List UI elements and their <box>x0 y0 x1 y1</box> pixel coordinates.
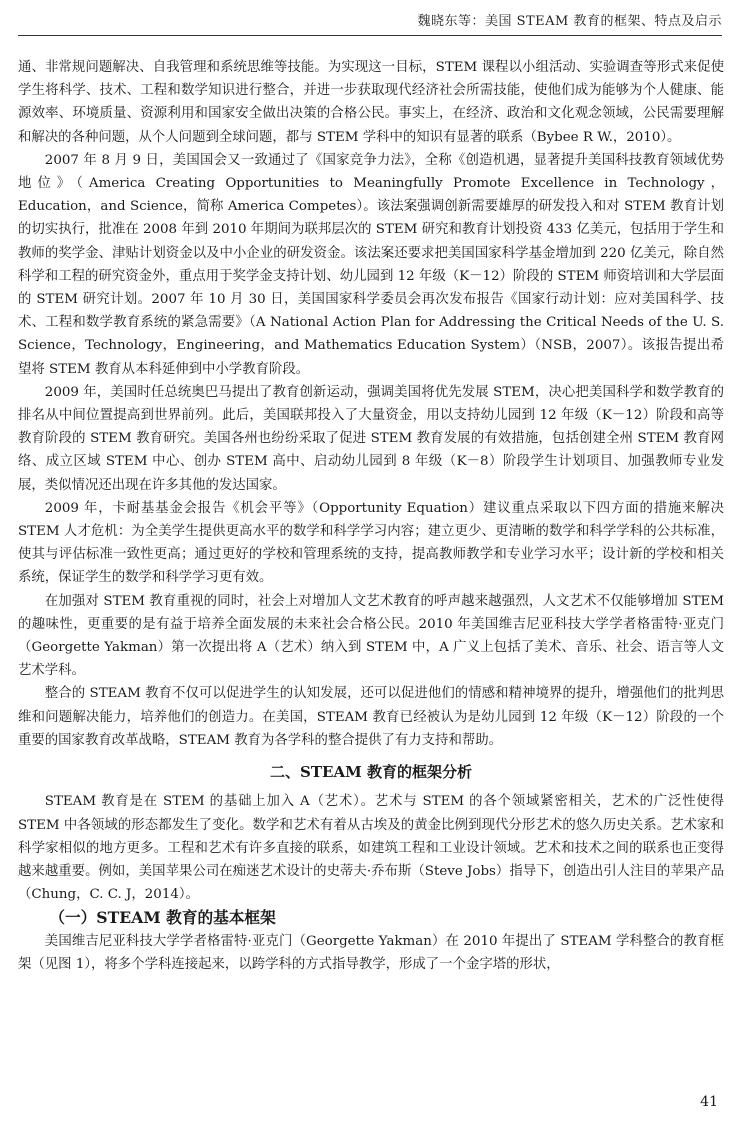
article-body <box>18 56 724 976</box>
page-number: 41 <box>700 1094 718 1110</box>
section-heading: 二、STEAM 教育的框架分析 <box>270 763 472 782</box>
paragraph: 在加强对 STEM 教育重视的同时，社会上对增加人文艺术教育的呼声越来越强烈，人文艺术不仅能够增加 STEM 的趣味性，更重要的是有益于培养全面发展的未来社会合格公民。2010 年美国维吉尼亚科技大学学者格雷特·亚克门（Georgette Yakman）第一次提出将 A（艺术）纳入到 STEM 中，A 广义上包括了美术、音乐、社会、语言等人文艺术学科。 <box>18 593 724 679</box>
subsection-heading: （一）STEAM 教育的基本框架 <box>49 908 276 928</box>
paragraph: 整合的 STEAM 教育不仅可以促进学生的认知发展，还可以促进他们的情感和精神境界的提升，增强他们的批判思维和问题解决能力，培养他们的创造力。在美国，STEAM 教育已经被认为是幼儿园到 12 年级（K－12）阶段的一个重要的国家教育改革战略，STEAM 教育为各学科的整合提供了有力支持和帮助。 <box>18 686 724 748</box>
header-divider <box>18 35 722 36</box>
paragraph: STEAM 教育是在 STEM 的基础上加入 A（艺术）。艺术与 STEM 的各个领域紧密相关，艺术的广泛性使得 STEM 中各领域的形态都发生了变化。数学和艺术有着从古埃及的黄金比例到现代分形艺术的悠久历史关系。艺术家和科学家相似的地方更多。工程和艺术有许多直接的联系，如建筑工程和工业设计领域。艺术和技术之间的联系也正变得越来越重要。例如，美国苹果公司在痴迷艺术设计的史蒂夫·乔布斯（Steve Jobs）指导下，创造出引人注目的苹果产品（Chung，C. C. J，2014）。 <box>18 794 724 903</box>
paragraph: 美国维吉尼亚科技大学学者格雷特·亚克门（Georgette Yakman）在 2010 年提出了 STEAM 学科整合的教育框架（见图 1），将多个学科连接起来，以跨学科的方式指导教学，形成了一个金字塔的形状， <box>18 933 724 972</box>
running-header: 魏晓东等：美国 STEAM 教育的框架、特点及启示 <box>417 14 722 29</box>
paragraph: 2007 年 8 月 9 日，美国国会又一致通过了《国家竞争力法》，全称《创造机遇，显著提升美国科技教育领域优势地位》（America Creating Opportunities to Meaningfully Promote Excellence in Technology，Education，and Science，简称 America Competes）。该法案强调创新需要雄厚的研发投入和对 STEM 教育计划的切实执行，批准在 2008 年到 2010 年期间为联邦层次的 STEM 研究和教育计划投资 433 亿美元，包括用于学生和教师的奖学金、津贴计划资金以及中小企业的研发资金。该法案还要求把美国国家科学基金增加到 220 亿美元，除自然科学和工程的研究资金外，重点用于奖学金支持计划、幼儿园到 12 年级（K－12）阶段的 STEM 师资培训和大学层面的 STEM 研究计划。2007 年 10 月 30 日，美国国家科学委员会再次发布报告《国家行动计划：应对美国科学、技术、工程和数学教育系统的紧急需要》（A National Action Plan for Addressing the Critical Needs of the U. S. Science，Technology，Engineering，and Mathematics Education System）（NSB，2007）。该报告提出希望将 STEM 教育从本科延伸到中小学教育阶段。 <box>18 152 724 377</box>
paragraph: 通、非常规问题解决、自我管理和系统思维等技能。为实现这一目标，STEM 课程以小组活动、实验调查等形式来促使学生将科学、技术、工程和数学知识进行整合，并进一步获取现代经济社会所需技能，使他们成为能够为个人健康、能源效率、环境质量、资源利用和国家安全做出决策的合格公民。事实上，在经济、政治和文化观念领域，公民需要理解和解决的各种问题，从个人问题到全球问题，都与 STEM 学科中的知识有显著的联系（Bybee R W.，2010）。 <box>18 60 724 145</box>
paragraph: 2009 年，美国时任总统奥巴马提出了教育创新运动，强调美国将优先发展 STEM，决心把美国科学和数学教育的排名从中间位置提高到世界前列。此后，美国联邦投入了大量资金，用以支持幼儿园到 12 年级（K－12）阶段和高等教育阶段的 STEM 教育研究。美国各州也纷纷采取了促进 STEM 教育发展的有效措施，包括创建全州 STEM 教育网络、成立区域 STEM 中心、创办 STEM 高中、启动幼儿园到 8 年级（K－8）阶段学生计划项目、加强教师专业发展，类似情况还出现在许多其他的发达国家。 <box>18 384 724 493</box>
paragraph: 2009 年，卡耐基基金会报告《机会平等》（Opportunity Equation）建议重点采取以下四方面的措施来解决 STEM 人才危机：为全美学生提供更高水平的数学和科学学习内容；建立更少、更清晰的数学和科学学科的公共标准，使其与评估标准一致性更高；通过更好的学校和管理系统的支持，提高教师教学和专业学习水平；设计新的学校和相关系统，保证学生的数学和科学学习更有效。 <box>18 500 724 586</box>
